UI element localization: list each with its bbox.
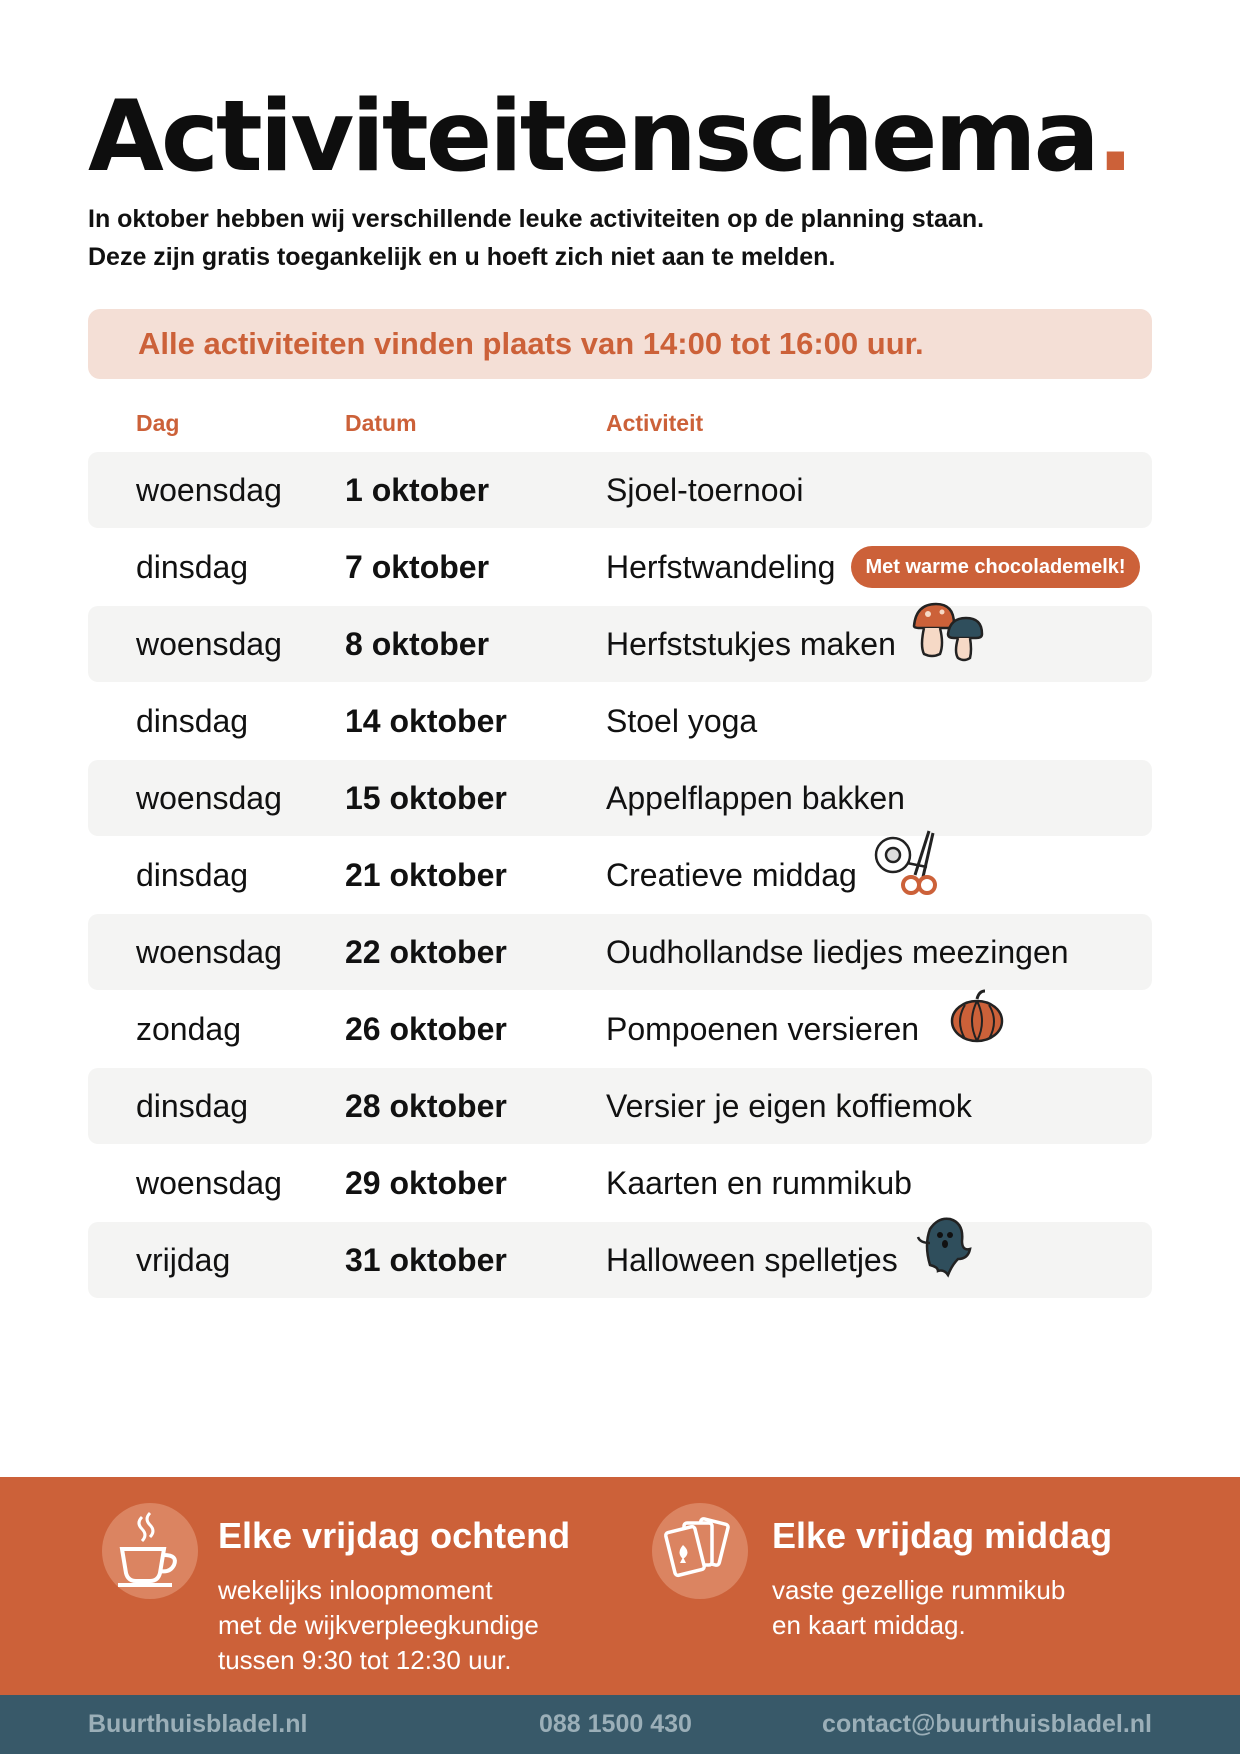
mushroom-icon — [910, 600, 986, 689]
website-link[interactable]: Buurthuisbladel.nl — [88, 1710, 308, 1738]
intro-text — [88, 200, 1168, 276]
row-day: zondag — [136, 1011, 241, 1047]
row-day: dinsdag — [136, 703, 249, 739]
table-row — [88, 606, 1152, 682]
row-day: woensdag — [136, 934, 282, 970]
table-row — [88, 452, 1152, 528]
table-row — [88, 991, 1152, 1067]
row-day: woensdag — [136, 780, 282, 816]
coffee-cup-icon — [102, 1503, 198, 1599]
intro-line-2: Deze zijn gratis toegankelijk en u hoeft zich niet aan te melden. — [88, 243, 836, 271]
table-row — [88, 529, 1152, 605]
row-day: dinsdag — [136, 1088, 249, 1124]
hot-chocolate-badge: Met warme chocolademelk! — [851, 546, 1139, 588]
row-day: dinsdag — [136, 549, 249, 585]
table-row — [88, 837, 1152, 913]
footer-left-text: wekelijks inloopmoment met de wijkverpleegkundige tussen 9:30 tot 12:30 uur. — [218, 1575, 539, 1675]
column-header-datum: Datum — [345, 410, 417, 436]
table-row — [88, 1145, 1152, 1221]
row-date: 31 oktober — [345, 1242, 507, 1278]
row-date: 22 oktober — [345, 934, 507, 970]
time-notice: Alle activiteiten vinden plaats van 14:00 tot 16:00 uur. — [88, 309, 1152, 379]
scissors-tape-icon — [871, 827, 941, 924]
email-link[interactable]: contact@buurthuisbladel.nl — [822, 1710, 1152, 1738]
row-date: 29 oktober — [345, 1165, 507, 1201]
row-date: 21 oktober — [345, 857, 507, 893]
row-date: 7 oktober — [345, 549, 490, 585]
footer-right-title: Elke vrijdag middag — [772, 1515, 1113, 1556]
row-activity: Sjoel-toernooi — [606, 472, 804, 508]
intro-line-1: In oktober hebben wij verschillende leuke activiteiten op de planning staan. — [88, 205, 985, 233]
row-day: dinsdag — [136, 857, 249, 893]
table-row — [88, 914, 1152, 990]
row-date: 1 oktober — [345, 472, 490, 508]
row-activity: Pompoenen versieren — [606, 991, 1005, 1067]
row-day: woensdag — [136, 1165, 282, 1201]
row-date: 28 oktober — [345, 1088, 507, 1124]
row-activity: Versier je eigen koffiemok — [606, 1088, 972, 1124]
table-row — [88, 1068, 1152, 1144]
playing-cards-icon — [652, 1503, 748, 1599]
row-activity: Halloween spelletjes — [606, 1222, 972, 1298]
pumpkin-icon — [949, 989, 1005, 1070]
row-date: 8 oktober — [345, 626, 490, 662]
row-activity: Herfststukjes maken — [606, 606, 986, 682]
title-accent-dot: . — [1096, 80, 1131, 194]
row-activity: Kaarten en rummikub — [606, 1165, 912, 1201]
table-row — [88, 683, 1152, 759]
row-activity: Stoel yoga — [606, 703, 758, 739]
footer-right-text: vaste gezellige rummikub en kaart middag. — [772, 1575, 1066, 1640]
row-activity: Oudhollandse liedjes meezingen — [606, 934, 1069, 970]
footer-left-title: Elke vrijdag ochtend — [218, 1515, 571, 1556]
footer-banner — [0, 1477, 1240, 1695]
contact-bar — [0, 1695, 1240, 1754]
row-day: woensdag — [136, 472, 282, 508]
column-header-dag: Dag — [136, 410, 180, 436]
phone-number[interactable]: 088 1500 430 — [539, 1710, 692, 1738]
row-day: vrijdag — [136, 1242, 231, 1278]
row-activity: Creatieve middag — [606, 837, 941, 913]
row-date: 14 oktober — [345, 703, 507, 739]
row-activity: Herfstwandeling Met warme chocolademelk! — [606, 529, 1140, 605]
row-day: woensdag — [136, 626, 282, 662]
ghost-icon — [916, 1215, 972, 1306]
row-activity: Appelflappen bakken — [606, 780, 905, 816]
row-date: 15 oktober — [345, 780, 507, 816]
page-title: Activiteitenschema. — [88, 80, 1131, 194]
table-row — [88, 760, 1152, 836]
column-header-activiteit: Activiteit — [606, 410, 704, 436]
table-row — [88, 1222, 1152, 1298]
row-date: 26 oktober — [345, 1011, 507, 1047]
